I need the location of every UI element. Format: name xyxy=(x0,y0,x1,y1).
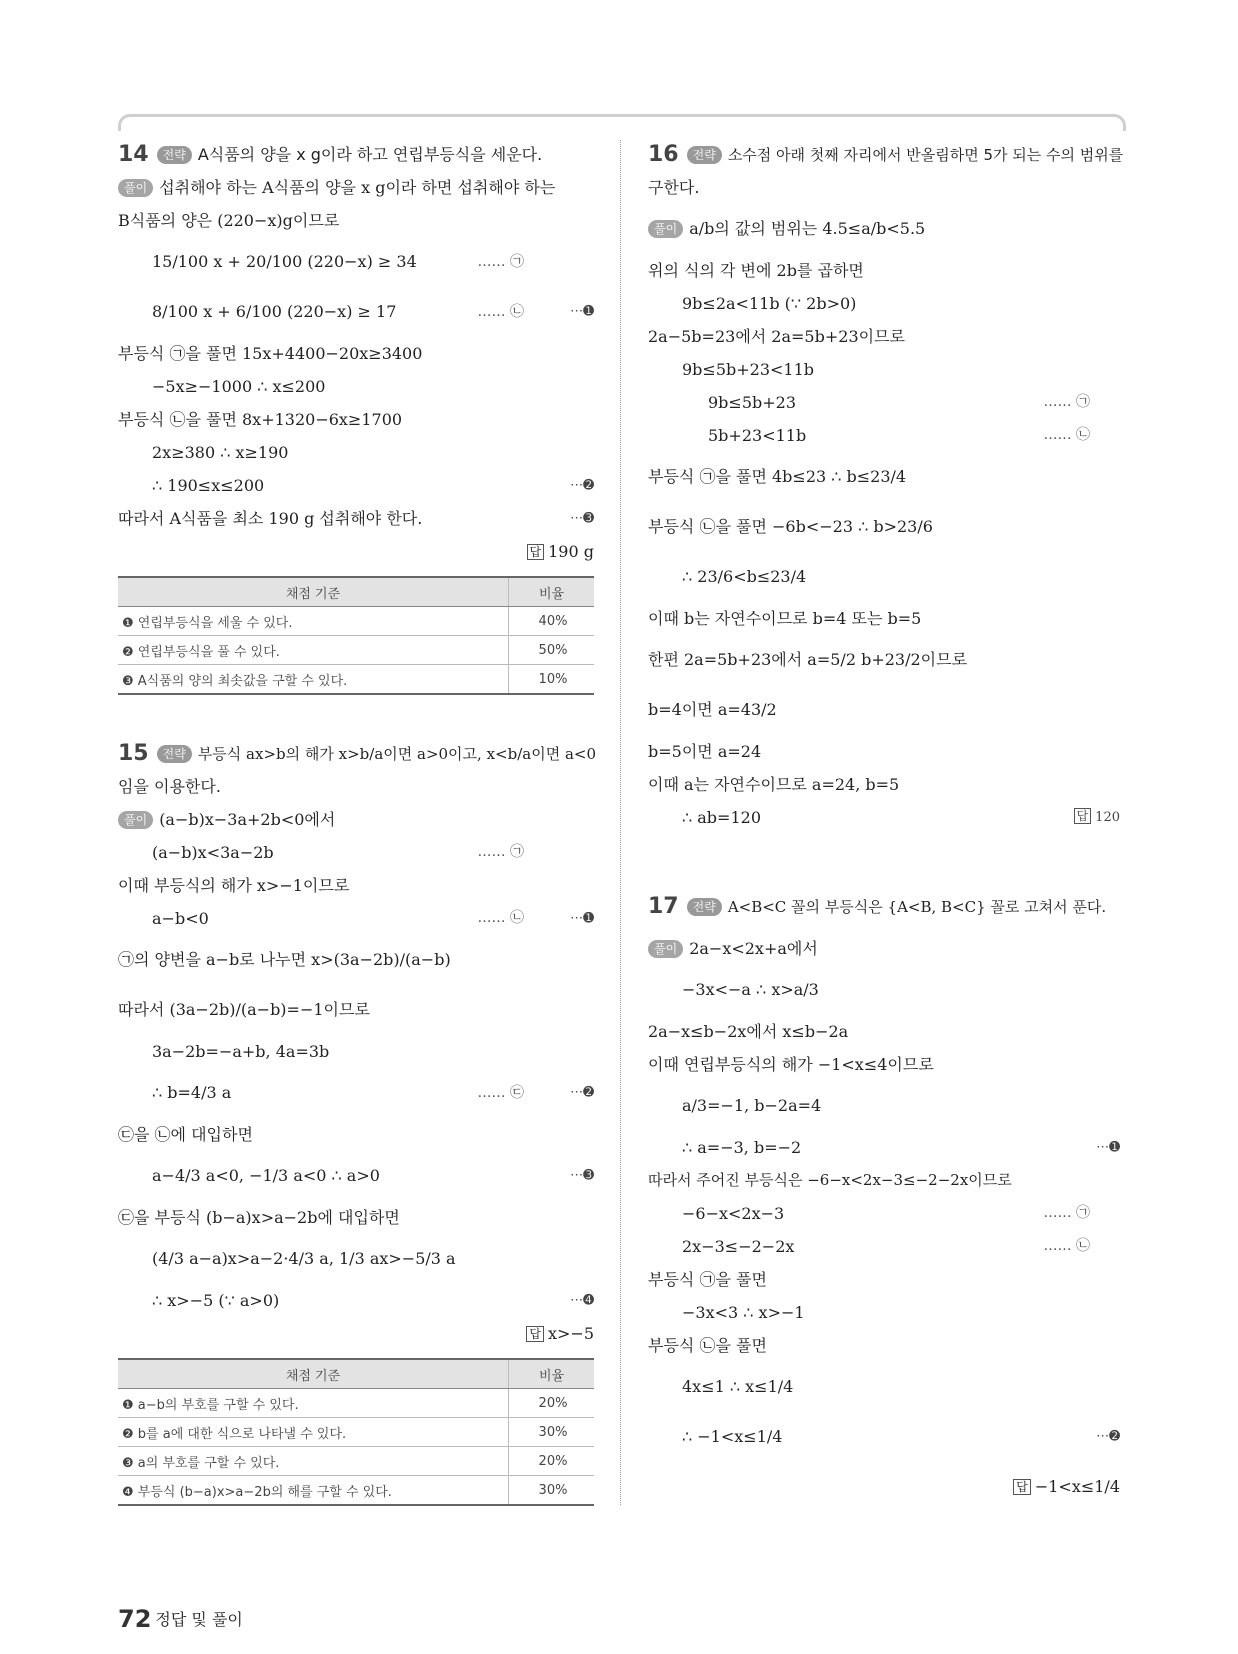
system-line-1: 15/100 x + 20/100 (220−x) ≥ 34 …… ㉠ xyxy=(152,252,524,271)
strategy-text: 소수점 아래 첫째 자리에서 반올림하면 5가 되는 수의 범위를 xyxy=(727,146,1124,164)
solution-line: a/3=−1, b−2a=4 xyxy=(682,1096,822,1115)
grading-table-14 xyxy=(118,576,594,695)
solution-line: 부등식 ㉡을 풀면 −6b<−23 ∴ b>23/6 xyxy=(648,517,933,536)
solution-line: 2a−5b=23에서 2a=5b+23이므로 xyxy=(648,327,905,346)
answer-mark: 답 xyxy=(1013,1479,1031,1495)
solution-line: 이때 b는 자연수이므로 b=4 또는 b=5 xyxy=(648,609,922,628)
solution-line: (4/3 a−a)x>a−2·4/3 a, 1/3 ax>−5/3 a xyxy=(152,1249,456,1268)
table-row: ❹ 부등식 (b−a)x>a−2b의 해를 구할 수 있다. 30% xyxy=(118,1476,594,1506)
solution-line: −3x<−a ∴ x>a/3 xyxy=(682,980,819,999)
strategy-tag: 전략 xyxy=(687,146,722,164)
solution-line: ∴ b=4/3 a …… ㉢ ⋯➋ xyxy=(118,1068,594,1118)
table-row: ❶ a−b의 부호를 구할 수 있다. 20% xyxy=(118,1389,594,1418)
solution-line: 따라서 A식품을 최소 190 g 섭취해야 한다. ⋯➌ xyxy=(118,502,594,535)
step-marker: ⋯➋ xyxy=(570,478,594,493)
answer-line: 답 x>−5 xyxy=(118,1317,594,1350)
system-line-2: 8/100 x + 6/100 (220−x) ≥ 17 …… ㉡ ⋯➊ xyxy=(118,287,594,337)
system-line-1: 9b≤5b+23 …… ㉠ xyxy=(708,393,1090,412)
solution-line: ㉢을 부등식 (b−a)x>a−2b에 대입하면 xyxy=(118,1208,400,1227)
solution-line: ∴ 190≤x≤200 ⋯➋ xyxy=(118,469,594,502)
system-line-2: 5b+23<11b …… ㉡ xyxy=(708,426,1090,445)
answer-line: 답 190 g xyxy=(118,535,594,568)
problem-16-header xyxy=(648,138,1124,171)
strategy-text-cont: 임을 이용한다. xyxy=(118,777,221,796)
solution-line: 이때 부등식의 해가 x>−1이므로 xyxy=(118,876,350,895)
strategy-tag: 전략 xyxy=(157,745,192,763)
solution-line: B식품의 양은 (220−x)g이므로 xyxy=(118,211,340,230)
solution-line: b=5이면 a=24 xyxy=(648,742,762,761)
problem-number: 16 xyxy=(648,142,679,167)
strategy-text: 부등식 ax>b의 해가 x>b/a이면 a>0이고, x<b/a이면 a<0 xyxy=(197,745,597,763)
step-marker: ⋯➊ xyxy=(570,304,594,319)
footer-label: 정답 및 풀이 xyxy=(155,1610,243,1629)
solution-line: ∴ a=−3, b=−2 ⋯➊ xyxy=(648,1131,1120,1164)
step-marker: ⋯➋ xyxy=(1096,1429,1120,1444)
solution-line: b=4이면 a=43/2 xyxy=(648,700,777,719)
solution-line: 풀이 섭취해야 하는 A식품의 양을 x g이라 하면 섭취해야 하는 xyxy=(118,171,594,204)
solution-tag: 풀이 xyxy=(118,179,153,197)
answer-mark: 답 xyxy=(526,1326,544,1342)
answer-inline: 답 120 xyxy=(1074,801,1120,834)
solution-line: 풀이 2a−x<2x+a에서 xyxy=(648,932,1120,965)
problem-14-header xyxy=(118,138,594,171)
solution-line: ㉠의 양변을 a−b로 나누면 x>(3a−2b)/(a−b) xyxy=(118,950,451,969)
answer-mark: 답 xyxy=(1074,808,1092,824)
answer-mark: 답 xyxy=(527,544,545,560)
step-marker: ⋯➊ xyxy=(570,911,594,926)
strategy-tag: 전략 xyxy=(687,898,722,916)
solution-line: 따라서 (3a−2b)/(a−b)=−1이므로 xyxy=(118,1000,370,1019)
solution-line: a−b<0 …… ㉡ ⋯➊ xyxy=(118,902,594,935)
table-header: 채점 기준 xyxy=(118,577,509,607)
solution-line: ∴ ab=120 답 120 xyxy=(648,801,1120,834)
solution-line: ㉢을 ㉡에 대입하면 xyxy=(118,1125,253,1144)
problem-17-header xyxy=(648,882,1120,932)
answer-line: 답 −1<x≤1/4 xyxy=(648,1462,1120,1512)
step-marker: ⋯➌ xyxy=(570,1168,594,1183)
solution-line: 2a−x≤b−2x에서 x≤b−2a xyxy=(648,1022,849,1041)
solution-line: 부등식 ㉠을 풀면 4b≤23 ∴ b≤23/4 xyxy=(648,467,907,486)
step-marker: ⋯➊ xyxy=(1096,1140,1120,1155)
step-marker: ⋯➋ xyxy=(570,1085,594,1100)
strategy-text: A<B<C 꼴의 부등식은 {A<B, B<C} 꼴로 고쳐서 푼다. xyxy=(727,898,1107,916)
solution-line: 이때 연립부등식의 해가 −1<x≤4이므로 xyxy=(648,1055,934,1074)
solution-line: 9b≤5b+23<11b xyxy=(682,360,815,379)
step-marker: ⋯➍ xyxy=(570,1293,594,1308)
solution-line: 풀이 a/b의 값의 범위는 4.5≤a/b<5.5 xyxy=(648,204,1120,254)
solution-line: ∴ x>−5 (∵ a>0) ⋯➍ xyxy=(118,1284,594,1317)
solution-line: 3a−2b=−a+b, 4a=3b xyxy=(152,1042,330,1061)
system-line-2: 2x−3≤−2−2x …… ㉡ xyxy=(682,1237,1090,1256)
left-column xyxy=(118,138,597,1506)
column-divider xyxy=(620,140,621,1505)
problem-number: 15 xyxy=(118,741,149,766)
table-row: ❷ 연립부등식을 풀 수 있다. 50% xyxy=(118,636,594,665)
solution-line: 이때 a는 자연수이므로 a=24, b=5 xyxy=(648,775,900,794)
solution-tag: 풀이 xyxy=(118,811,153,829)
solution-line: a−4/3 a<0, −1/3 a<0 ∴ a>0 ⋯➌ xyxy=(118,1151,594,1201)
solution-line: 4x≤1 ∴ x≤1/4 xyxy=(682,1377,794,1396)
strategy-text: A식품의 양을 x g이라 하고 연립부등식을 세운다. xyxy=(197,145,543,164)
table-header: 채점 기준 xyxy=(118,1359,509,1389)
problem-number: 14 xyxy=(118,142,149,167)
strategy-text-cont: 구한다. xyxy=(648,178,700,197)
solution-line: 위의 식의 각 변에 2b를 곱하면 xyxy=(648,261,864,280)
solution-line: ∴ −1<x≤1/4 ⋯➋ xyxy=(648,1412,1120,1462)
solution-line: 풀이 (a−b)x−3a+2b<0에서 xyxy=(118,803,594,836)
solution-line: −3x<3 ∴ x>−1 xyxy=(682,1303,805,1322)
problem-number: 17 xyxy=(648,894,679,919)
solution-line: 부등식 ㉡을 풀면 8x+1320−6x≥1700 xyxy=(118,410,403,429)
right-column xyxy=(648,138,1124,1512)
grading-table-15 xyxy=(118,1358,594,1506)
solution-line: 2x≥380 ∴ x≥190 xyxy=(152,443,289,462)
page-footer xyxy=(118,1605,243,1633)
solution-line: 따라서 주어진 부등식은 −6−x<2x−3≤−2−2x이므로 xyxy=(648,1171,1012,1189)
system-line-1: −6−x<2x−3 …… ㉠ xyxy=(682,1204,1090,1223)
table-header: 비율 xyxy=(509,1359,595,1389)
solution-line: 9b≤2a<11b (∵ 2b>0) xyxy=(682,294,857,313)
solution-tag: 풀이 xyxy=(648,940,683,958)
problem-15-header xyxy=(118,737,597,770)
table-row: ❸ a의 부호를 구할 수 있다. 20% xyxy=(118,1447,594,1476)
solution-line: (a−b)x<3a−2b …… ㉠ xyxy=(152,843,524,862)
solution-line: −5x≥−1000 ∴ x≤200 xyxy=(152,377,326,396)
solution-line: 부등식 ㉠을 풀면 xyxy=(648,1270,767,1289)
solution-line: 부등식 ㉠을 풀면 15x+4400−20x≥3400 xyxy=(118,344,423,363)
solution-tag: 풀이 xyxy=(648,220,683,238)
solution-line: 부등식 ㉡을 풀면 xyxy=(648,1336,767,1355)
solution-line: 한편 2a=5b+23에서 a=5/2 b+23/2이므로 xyxy=(648,650,968,669)
top-frame xyxy=(118,114,1126,131)
table-header: 비율 xyxy=(509,577,595,607)
page-number: 72 xyxy=(118,1605,152,1633)
table-row: ❶ 연립부등식을 세울 수 있다. 40% xyxy=(118,607,594,636)
solution-line: ∴ 23/6<b≤23/4 xyxy=(682,567,807,586)
strategy-tag: 전략 xyxy=(157,146,192,164)
step-marker: ⋯➌ xyxy=(570,511,594,526)
table-row: ❸ A식품의 양의 최솟값을 구할 수 있다. 10% xyxy=(118,665,594,695)
table-row: ❷ b를 a에 대한 식으로 나타낼 수 있다. 30% xyxy=(118,1418,594,1447)
